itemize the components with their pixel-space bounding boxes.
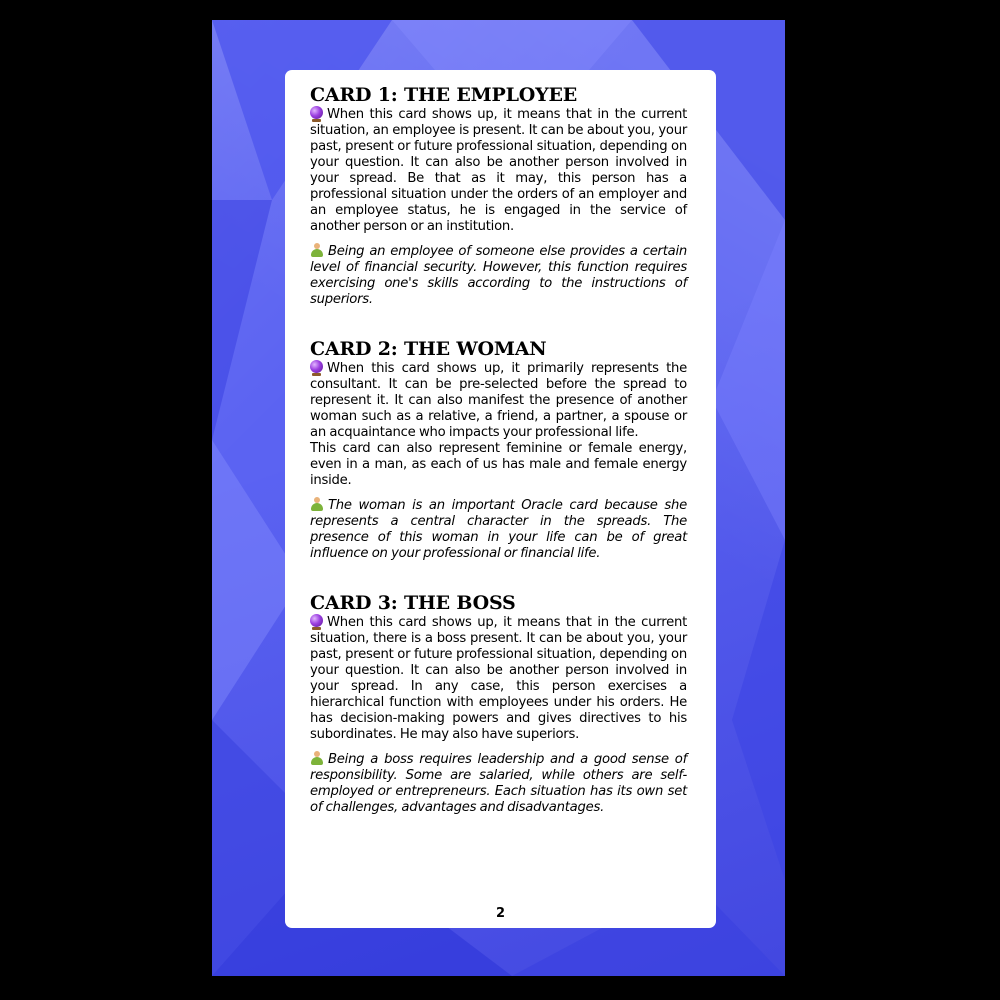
section-card-2: [310, 338, 687, 562]
section-paragraph: [310, 106, 687, 235]
meditating-monk-icon: [310, 751, 324, 765]
note-text: Being a boss requires leadership and a good sense of responsibility. Some are salaried, while others are self-employed or entrepreneurs. Each situation has its own set of challenges, advantages and disadvantages.: [310, 752, 687, 815]
paragraph-text: When this card shows up, it means that in the current situation, an employee is present. It can be about you, your past, present or future professional situation, depending on your question. It can also be another person involved in your spread. Be that as it may, this person has a professional situation under the orders of an employer and an employee status, he is engaged in the service of another person or an institution.: [310, 107, 687, 234]
section-note: [310, 497, 687, 562]
crystal-ball-icon: [310, 106, 323, 119]
section-card-3: [310, 592, 687, 816]
section-title: CARD 1: THE EMPLOYEE: [310, 84, 578, 106]
paragraph-text: This card can also represent feminine or female energy, even in a man, as each of us has male and female energy inside.: [310, 441, 687, 488]
paragraph-text: When this card shows up, it means that in the current situation, there is a boss present. It can be about you, your past, present or future professional situation, depending on your question. It can also be another person involved in your spread. In any case, this person exercises a hierarchical function with employees under his orders. He has decision-making powers and gives directives to his subordinates. He may also have superiors.: [310, 615, 687, 742]
crystal-ball-icon: [310, 360, 323, 373]
paragraph-text: When this card shows up, it primarily represents the consultant. It can be pre-selected before the spread to represent it. It can also manifest the presence of another woman such as a relative, a friend, a partner, a spouse or an acquaintance who impacts your professional life.: [310, 361, 687, 440]
text-card: [285, 70, 716, 928]
section-paragraph: [310, 360, 687, 441]
note-text: Being an employee of someone else provides a certain level of financial security. However, this function requires exercising one's skills according to the instructions of superiors.: [310, 244, 687, 307]
meditating-monk-icon: [310, 243, 324, 257]
crystal-ball-icon: [310, 614, 323, 627]
section-card-1: [310, 84, 687, 308]
section-paragraph: [310, 441, 687, 489]
meditating-monk-icon: [310, 497, 324, 511]
page-number: 2: [495, 906, 506, 921]
note-text: The woman is an important Oracle card because she represents a central character in the spreads. The presence of this woman in your life can be of great influence on your professional or financial life.: [310, 498, 687, 561]
section-note: [310, 243, 687, 308]
section-note: [310, 751, 687, 816]
section-paragraph: [310, 614, 687, 743]
booklet-page: [212, 20, 785, 976]
section-title: CARD 2: THE WOMAN: [310, 338, 547, 360]
card-content: [310, 84, 687, 816]
section-title: CARD 3: THE BOSS: [310, 592, 516, 614]
